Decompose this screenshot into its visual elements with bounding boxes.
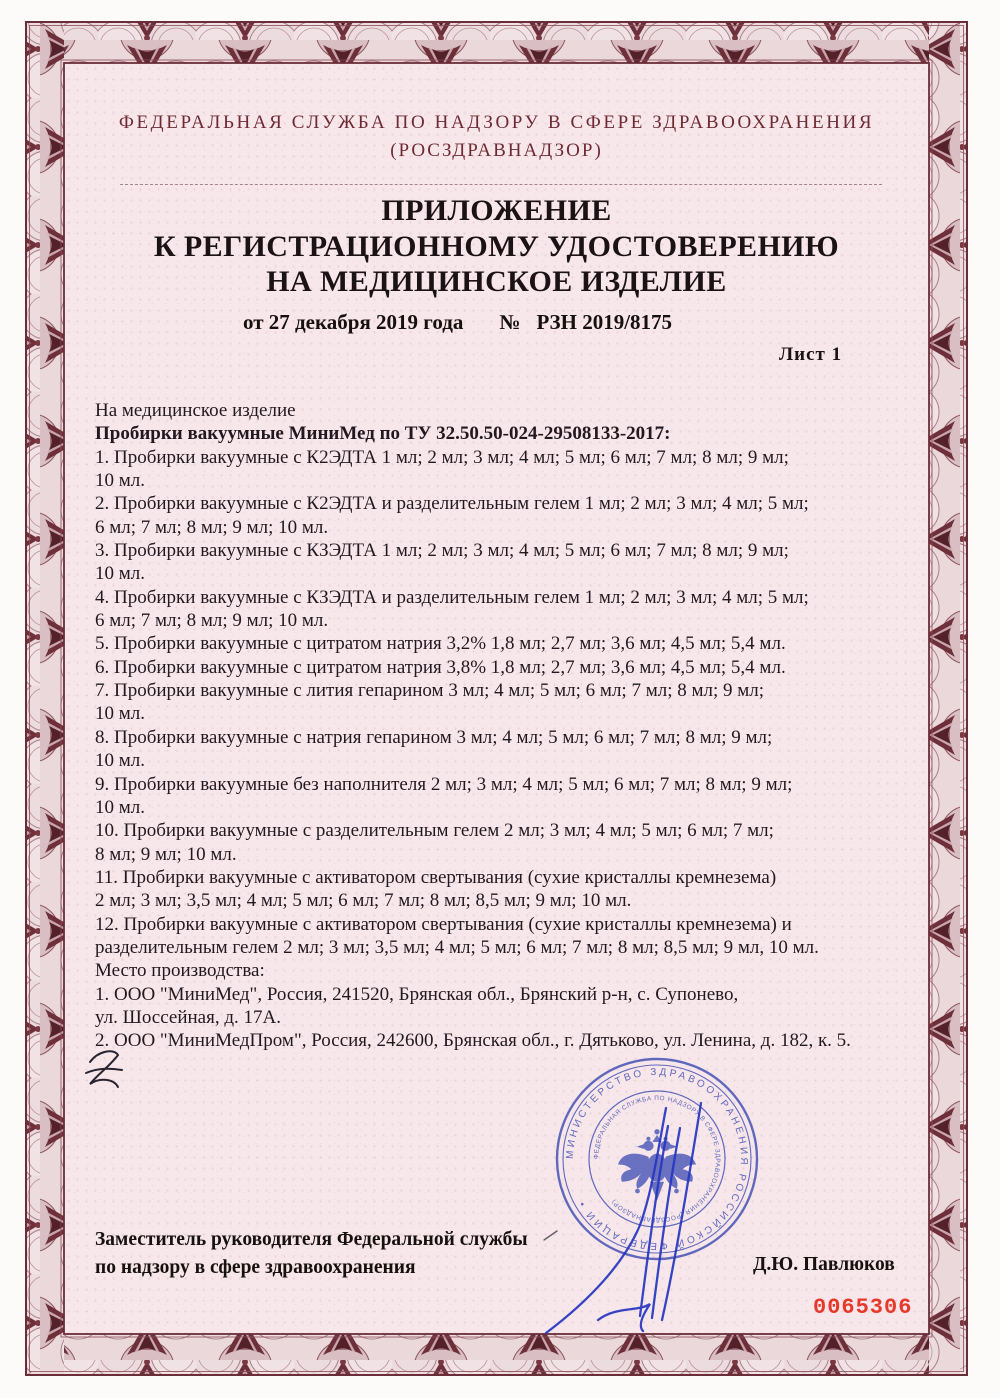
body-line: 1. ООО "МиниМед", Россия, 241520, Брянская обл., Брянский р-н, с. Супонево,	[95, 983, 739, 1005]
sheet-label: Лист 1	[779, 344, 843, 365]
body-line: 10 мл.	[95, 750, 146, 772]
document-title-line2: К РЕГИСТРАЦИОННОМУ УДОСТОВЕРЕНИЮ	[153, 229, 840, 263]
signer-title-line2: по надзору в сфере здравоохранения	[95, 1257, 416, 1278]
agency-name: ФЕДЕРАЛЬНАЯ СЛУЖБА ПО НАДЗОРУ В СФЕРЕ ЗДРАВООХРАНЕНИЯ	[118, 112, 875, 133]
body-line: 10. Пробирки вакуумные с разделительным гелем 2 мл; 3 мл; 4 мл; 5 мл; 6 мл; 7 мл;	[95, 820, 774, 842]
agency-short-name: (РОСЗДРАВНАДЗОР)	[390, 140, 603, 161]
document-title-line1: ПРИЛОЖЕНИЕ	[381, 194, 612, 227]
body-line: 1. Пробирки вакуумные с К2ЭДТА 1 мл; 2 мл; 3 мл; 4 мл; 5 мл; 6 мл; 7 мл; 8 мл; 9 мл;	[95, 446, 789, 468]
body-line: ул. Шоссейная, д. 17А.	[95, 1006, 281, 1028]
body-line: 2. ООО "МиниМедПром", Россия, 242600, Брянская обл., г. Дятьково, ул. Ленина, д. 182, к. 5.	[95, 1030, 851, 1052]
registration-date-number	[243, 310, 672, 335]
body-line: 5. Пробирки вакуумные с цитратом натрия 3,2% 1,8 мл; 2,7 мл; 3,6 мл; 4,5 мл; 5,4 мл.	[95, 633, 786, 655]
body-line: 6 мл; 7 мл; 8 мл; 9 мл; 10 мл.	[95, 516, 329, 538]
body-line: 10 мл.	[95, 470, 146, 492]
body-line: 12. Пробирки вакуумные с активатором свертывания (сухие кристаллы кремнезема) и	[95, 913, 792, 935]
document-title-line3: НА МЕДИЦИНСКОЕ ИЗДЕЛИЕ	[266, 265, 727, 298]
device-description	[95, 399, 915, 1053]
registration-date: от 27 декабря 2019 года	[243, 310, 464, 334]
body-line: 4. Пробирки вакуумные с КЗЭДТА и разделительным гелем 1 мл; 2 мл; 3 мл; 4 мл; 5 мл;	[95, 586, 809, 608]
body-line: 9. Пробирки вакуумные без наполнителя 2 мл; 3 мл; 4 мл; 5 мл; 6 мл; 7 мл; 8 мл; 9 мл;	[95, 773, 793, 795]
product-title: Пробирки вакуумные МиниМед по ТУ 32.50.50-024-29508133-2017:	[95, 423, 671, 445]
registration-number: РЗН 2019/8175	[536, 310, 673, 334]
body-line: 8. Пробирки вакуумные с натрия гепарином 3 мл; 4 мл; 5 мл; 6 мл; 7 мл; 8 мл; 9 мл;	[95, 726, 773, 748]
serial-number: 0065306	[813, 1295, 913, 1320]
seal-inner-text: ФЕДЕРАЛЬНАЯ СЛУЖБА ПО НАДЗОРУ В СФЕРЕ ЗДРАВООХРАНЕНИЯ (РОСЗДРАВНАДЗОР)	[592, 1094, 722, 1224]
intro-line: На медицинское изделие	[95, 400, 296, 421]
body-line: 6 мл; 7 мл; 8 мл; 9 мл; 10 мл.	[95, 610, 329, 632]
body-line: 3. Пробирки вакуумные с КЗЭДТА 1 мл; 2 мл; 3 мл; 4 мл; 5 мл; 6 мл; 7 мл; 8 мл; 9 мл;	[95, 540, 789, 562]
signer-name: Д.Ю. Павлюков	[753, 1254, 895, 1275]
document-title	[64, 193, 929, 300]
body-line: 10 мл.	[95, 703, 146, 725]
body-line: 2. Пробирки вакуумные с К2ЭДТА и разделительным гелем 1 мл; 2 мл; 3 мл; 4 мл; 5 мл;	[95, 493, 809, 515]
body-line: Место производства:	[95, 960, 265, 982]
body-line: 8 мл; 9 мл; 10 мл.	[95, 843, 237, 865]
seal-outer-text: МИНИСТЕРСТВО ЗДРАВООХРАНЕНИЯ РОССИЙСКОЙ ФЕДЕРАЦИИ •	[564, 1066, 750, 1252]
body-line: 6. Пробирки вакуумные с цитратом натрия 3,8% 1,8 мл; 2,7 мл; 3,6 мл; 4,5 мл; 5,4 мл.	[95, 656, 786, 678]
body-line: 7. Пробирки вакуумные с лития гепарином 3 мл; 4 мл; 5 мл; 6 мл; 7 мл; 8 мл; 9 мл;	[95, 680, 765, 702]
body-line: 11. Пробирки вакуумные с активатором свертывания (сухие кристаллы кремнезема)	[95, 866, 777, 888]
header-divider	[120, 184, 882, 185]
body-line: 2 мл; 3 мл; 3,5 мл; 4 мл; 5 мл; 6 мл; 7 мл; 8 мл; 8,5 мл; 9 мл; 10 мл.	[95, 890, 632, 912]
body-line: 10 мл.	[95, 796, 146, 818]
body-line: 10 мл.	[95, 563, 146, 585]
signer-title-line1: Заместитель руководителя Федеральной службы	[95, 1229, 528, 1250]
body-line: разделительным гелем 2 мл; 3 мл; 3,5 мл; 4 мл; 5 мл; 6 мл; 7 мл; 8 мл; 8,5 мл; 9 мл, 10 мл.	[95, 936, 819, 958]
number-sign: №	[499, 310, 521, 334]
